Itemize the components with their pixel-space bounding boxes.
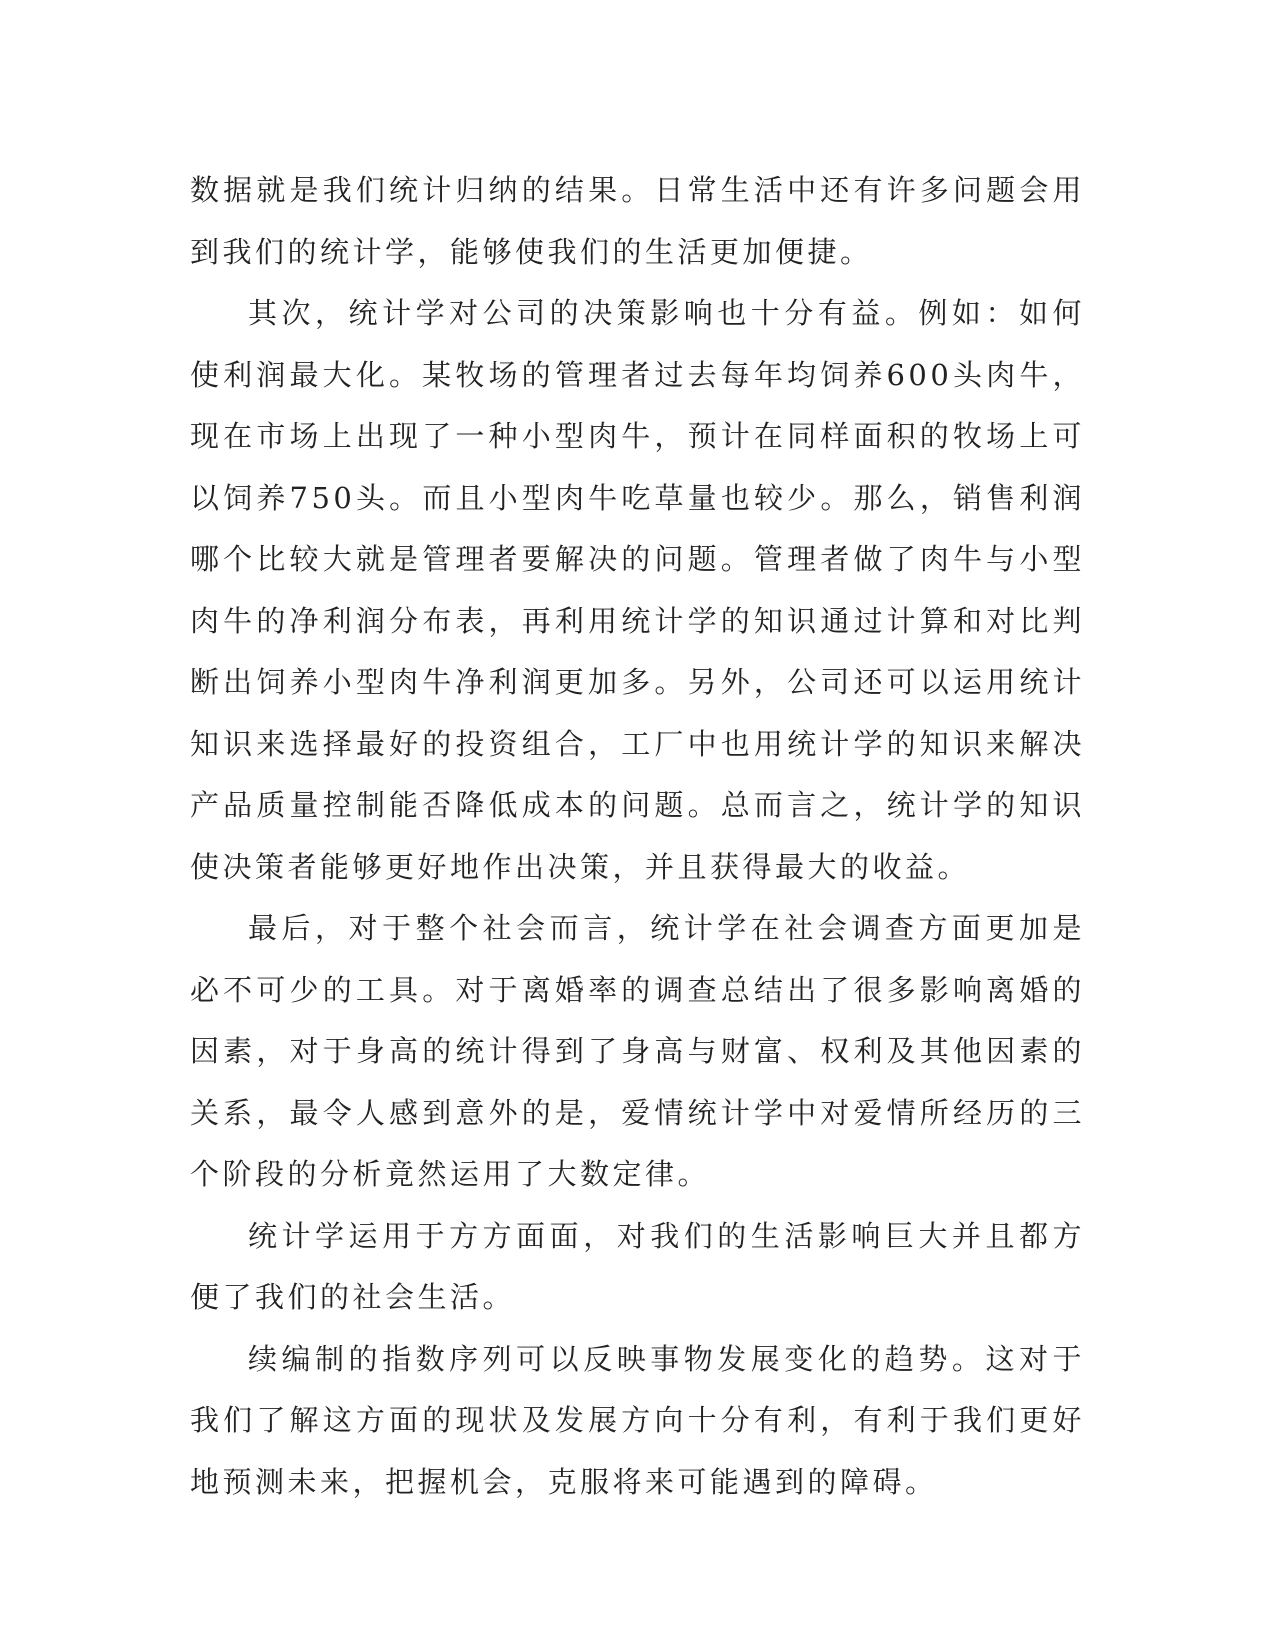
paragraph-index-series: 续编制的指数序列可以反映事物发展变化的趋势。这对于我们了解这方面的现状及发展方向十分有利，有利于我们更好地预测未来，把握机会，克服将来可能遇到的障碍。 — [190, 1341, 1085, 1499]
paragraph-social-survey: 最后，对于整个社会而言，统计学在社会调查方面更加是必不可少的工具。对于离婚率的调查总结出了很多影响离婚的因素，对于身高的统计得到了身高与财富、权利及其他因素的关系，最令人感到意外的是，爱情统计学中对爱情所经历的三个阶段的分析竟然运用了大数定律。 — [190, 911, 1085, 1191]
paragraph-continuation: 数据就是我们统计归纳的结果。日常生活中还有许多问题会用到我们的统计学，能够使我们的生活更加便捷。 — [190, 173, 1085, 269]
paragraph-summary: 统计学运用于方方面面，对我们的生活影响巨大并且都方便了我们的社会生活。 — [190, 1218, 1085, 1314]
document-body — [190, 160, 1085, 1513]
paragraph-business-decisions: 其次，统计学对公司的决策影响也十分有益。例如：如何使利润最大化。某牧场的管理者过去每年均饲养600头肉牛，现在市场上出现了一种小型肉牛，预计在同样面积的牧场上可以饲养750头。而且小型肉牛吃草量也较少。那么，销售利润哪个比较大就是管理者要解决的问题。管理者做了肉牛与小型肉牛的净利润分布表，再利用统计学的知识通过计算和对比判断出饲养小型肉牛净利润更加多。另外，公司还可以运用统计知识来选择最好的投资组合，工厂中也用统计学的知识来解决产品质量控制能否降低成本的问题。总而言之，统计学的知识使决策者能够更好地作出决策，并且获得最大的收益。 — [190, 296, 1085, 884]
